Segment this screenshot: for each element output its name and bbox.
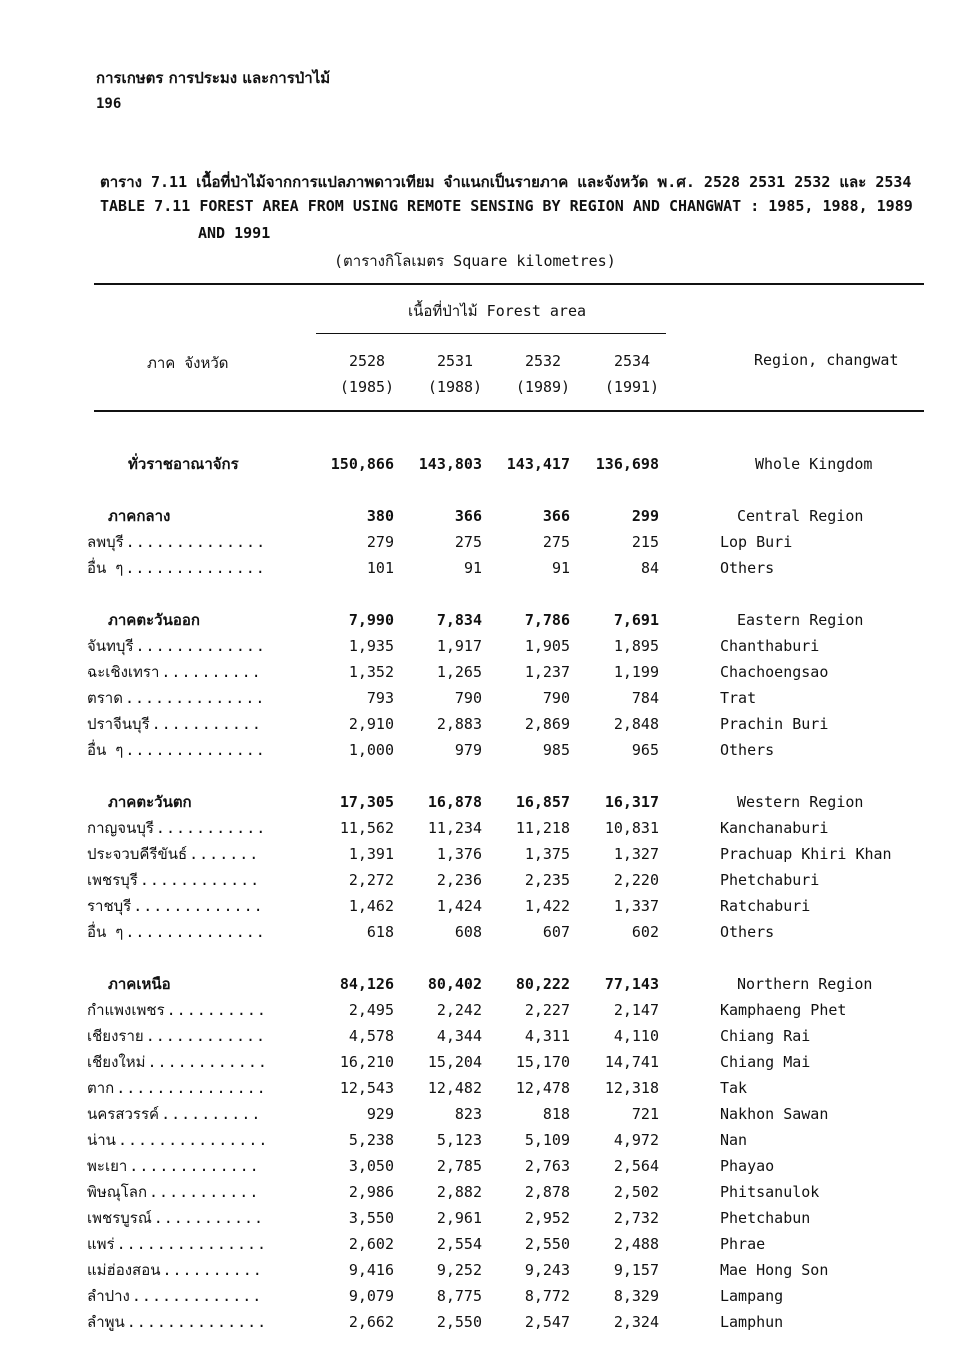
value-cell: 1,265	[436, 663, 482, 681]
value-cell: 299	[631, 507, 659, 525]
value-cell: 150,866	[330, 455, 394, 473]
value-cell: 16,857	[515, 793, 570, 811]
value-cell: 143,803	[418, 455, 482, 473]
thai-name: ปราจีนบุรี	[87, 715, 150, 733]
thai-name: อื่น ๆ	[87, 741, 124, 759]
english-name: Lamphun	[720, 1313, 784, 1331]
english-name: Kamphaeng Phet	[720, 1001, 847, 1019]
value-cell: 2,324	[613, 1313, 659, 1331]
value-cell: 3,550	[348, 1209, 394, 1227]
leader-dots: ............	[145, 1027, 267, 1045]
table-row	[0, 893, 966, 919]
thai-name: เชียงราย	[87, 1027, 144, 1045]
value-cell: 366	[454, 507, 482, 525]
table-row	[0, 841, 966, 867]
leader-dots: .............	[135, 637, 266, 655]
value-cell: 84,126	[339, 975, 394, 993]
value-cell: 8,329	[613, 1287, 659, 1305]
value-cell: 2,235	[524, 871, 570, 889]
thai-name: เพชรบูรณ์	[87, 1209, 152, 1227]
thai-name: นครสวรรค์	[87, 1105, 160, 1123]
english-name: Phitsanulok	[720, 1183, 820, 1201]
value-cell: 8,772	[524, 1287, 570, 1305]
value-cell: 9,252	[436, 1261, 482, 1279]
leader-dots: ...........	[153, 1209, 265, 1227]
english-name: Others	[720, 559, 775, 577]
english-name: Lampang	[720, 1287, 784, 1305]
value-cell: 1,327	[613, 845, 659, 863]
value-cell: 1,935	[348, 637, 394, 655]
value-cell: 618	[366, 923, 394, 941]
thai-name: น่าน	[87, 1131, 116, 1149]
thai-name: ลำปาง	[87, 1287, 130, 1305]
value-cell: 7,691	[613, 611, 659, 629]
table-row	[0, 633, 966, 659]
table-row	[0, 1101, 966, 1127]
english-name: Nan	[720, 1131, 748, 1149]
value-cell: 965	[631, 741, 659, 759]
value-cell: 602	[631, 923, 659, 941]
value-cell: 790	[454, 689, 482, 707]
thai-name: กาญจนบุรี	[87, 819, 154, 837]
value-cell: 818	[542, 1105, 570, 1123]
table-row	[0, 659, 966, 685]
year-header-2534: 2534 (1991)	[604, 352, 660, 396]
thai-name: ตราด	[87, 689, 123, 707]
value-cell: 2,272	[348, 871, 394, 889]
value-cell: 9,157	[613, 1261, 659, 1279]
leader-dots: ...........	[149, 1183, 260, 1201]
value-cell: 2,564	[613, 1157, 659, 1175]
value-cell: 80,222	[515, 975, 570, 993]
english-name: Phrae	[720, 1235, 766, 1253]
leader-dots: ..............	[126, 1313, 268, 1331]
value-cell: 1,000	[348, 741, 394, 759]
english-name: Northern Region	[737, 975, 873, 993]
table-row	[0, 711, 966, 737]
value-cell: 2,495	[348, 1001, 394, 1019]
value-cell: 80,402	[427, 975, 482, 993]
leader-dots: ...............	[116, 1235, 268, 1253]
thai-name: อื่น ๆ	[87, 923, 124, 941]
value-cell: 17,305	[339, 793, 394, 811]
value-cell: 2,883	[436, 715, 482, 733]
value-cell: 136,698	[595, 455, 659, 473]
leader-dots: ..............	[125, 533, 267, 551]
value-cell: 11,234	[427, 819, 482, 837]
left-column-header: ภาค จังหวัด	[147, 354, 229, 372]
leader-dots: .......	[189, 845, 260, 863]
thai-name: ภาคกลาง	[108, 507, 171, 525]
thai-name: ภาคตะวันตก	[108, 793, 192, 811]
value-cell: 11,218	[515, 819, 570, 837]
year-header-2528: 2528 (1985)	[339, 352, 395, 396]
table-title-english-cont: AND 1991	[198, 224, 271, 242]
value-cell: 2,785	[436, 1157, 482, 1175]
value-cell: 366	[542, 507, 570, 525]
table-row	[0, 997, 966, 1023]
value-cell: 2,878	[524, 1183, 570, 1201]
leader-dots: ...........	[155, 819, 267, 837]
leader-dots: ..............	[125, 741, 266, 759]
value-cell: 12,543	[339, 1079, 394, 1097]
value-cell: 4,578	[348, 1027, 394, 1045]
thai-name: ประจวบคีรีขันธ์	[87, 845, 188, 863]
right-column-header: Region, changwat	[754, 351, 899, 369]
value-cell: 2,732	[613, 1209, 659, 1227]
thai-name: ลำพูน	[87, 1313, 125, 1331]
thai-name: เพชรบุรี	[87, 871, 138, 889]
value-cell: 7,786	[524, 611, 570, 629]
english-name: Central Region	[737, 507, 864, 525]
leader-dots: ...............	[117, 1131, 269, 1149]
english-name: Others	[720, 923, 775, 941]
table-row	[0, 1153, 966, 1179]
value-cell: 14,741	[604, 1053, 659, 1071]
value-cell: 929	[366, 1105, 394, 1123]
value-cell: 2,550	[436, 1313, 482, 1331]
table-row	[0, 919, 966, 945]
value-cell: 4,344	[436, 1027, 482, 1045]
value-cell: 77,143	[604, 975, 659, 993]
english-name: Phetchaburi	[720, 871, 820, 889]
value-cell: 275	[454, 533, 482, 551]
value-cell: 2,848	[613, 715, 659, 733]
value-cell: 1,895	[613, 637, 659, 655]
value-cell: 1,905	[524, 637, 570, 655]
english-name: Phayao	[720, 1157, 775, 1175]
value-cell: 2,147	[613, 1001, 659, 1019]
leader-dots: ............	[147, 1053, 268, 1071]
value-cell: 2,602	[348, 1235, 394, 1253]
value-cell: 91	[551, 559, 570, 577]
table-row	[0, 555, 966, 581]
value-cell: 721	[631, 1105, 659, 1123]
value-cell: 91	[463, 559, 482, 577]
leader-dots: ............	[139, 871, 261, 889]
region-row	[0, 607, 966, 633]
table-title-thai: ตาราง 7.11 เนื้อที่ป่าไม้จากการแปลภาพดาวเทียม จำแนกเป็นรายภาค และจังหวัด พ.ศ. 2528 2531 2532 และ 2534	[100, 173, 912, 191]
english-name: Eastern Region	[737, 611, 864, 629]
value-cell: 2,554	[436, 1235, 482, 1253]
value-cell: 2,986	[348, 1183, 394, 1201]
thai-name: ภาคตะวันออก	[108, 611, 200, 629]
thai-name: ราชบุรี	[87, 897, 132, 915]
table-row	[0, 1127, 966, 1153]
table-row	[0, 815, 966, 841]
value-cell: 215	[631, 533, 659, 551]
region-row	[0, 503, 966, 529]
value-cell: 1,424	[436, 897, 482, 915]
value-cell: 608	[454, 923, 482, 941]
leader-dots: ..........	[166, 1001, 267, 1019]
leader-dots: ..........	[162, 1261, 263, 1279]
value-cell: 2,869	[524, 715, 570, 733]
leader-dots: ..........	[161, 663, 262, 681]
value-cell: 2,220	[613, 871, 659, 889]
value-cell: 2,910	[348, 715, 394, 733]
value-cell: 9,416	[348, 1261, 394, 1279]
value-cell: 2,502	[613, 1183, 659, 1201]
value-cell: 1,199	[613, 663, 659, 681]
value-cell: 1,337	[613, 897, 659, 915]
thai-name: อื่น ๆ	[87, 559, 124, 577]
value-cell: 979	[454, 741, 482, 759]
table-row	[0, 1309, 966, 1335]
english-name: Others	[720, 741, 775, 759]
value-cell: 784	[631, 689, 659, 707]
thai-name: เชียงใหม่	[87, 1053, 146, 1071]
value-cell: 275	[542, 533, 570, 551]
leader-dots: ..........	[161, 1105, 262, 1123]
value-cell: 823	[454, 1105, 482, 1123]
value-cell: 3,050	[348, 1157, 394, 1175]
value-cell: 793	[366, 689, 394, 707]
thai-name: แพร่	[87, 1235, 115, 1253]
english-name: Mae Hong Son	[720, 1261, 829, 1279]
thai-name: ตาก	[87, 1079, 115, 1097]
leader-dots: ...........	[151, 715, 262, 733]
value-cell: 4,972	[613, 1131, 659, 1149]
unit-label: (ตารางกิโลเมตร Square kilometres)	[334, 252, 616, 270]
value-cell: 11,562	[339, 819, 394, 837]
region-row	[0, 971, 966, 997]
thai-name: ลพบุรี	[87, 533, 124, 551]
value-cell: 1,375	[524, 845, 570, 863]
value-cell: 5,123	[436, 1131, 482, 1149]
value-cell: 9,079	[348, 1287, 394, 1305]
value-cell: 1,352	[348, 663, 394, 681]
english-name: Ratchaburi	[720, 897, 811, 915]
table-row	[0, 1179, 966, 1205]
value-cell: 2,242	[436, 1001, 482, 1019]
value-cell: 12,478	[515, 1079, 570, 1097]
table-row	[0, 1257, 966, 1283]
value-cell: 985	[542, 741, 570, 759]
thai-name: แม่ฮ่องสอน	[87, 1261, 161, 1279]
thai-name: ทั่วราชอาณาจักร	[128, 455, 239, 473]
english-name: Whole Kingdom	[755, 455, 873, 473]
table-row	[0, 1049, 966, 1075]
value-cell: 16,317	[604, 793, 659, 811]
english-name: Chiang Mai	[720, 1053, 811, 1071]
value-cell: 2,236	[436, 871, 482, 889]
leader-dots: .............	[129, 1157, 260, 1175]
value-cell: 380	[366, 507, 394, 525]
value-cell: 2,488	[613, 1235, 659, 1253]
thai-name: กำแพงเพชร	[87, 1001, 165, 1019]
english-name: Kanchanaburi	[720, 819, 829, 837]
table-row	[0, 529, 966, 555]
value-cell: 1,376	[436, 845, 482, 863]
value-cell: 2,550	[524, 1235, 570, 1253]
table-row	[0, 685, 966, 711]
year-header-2531: 2531 (1988)	[427, 352, 483, 396]
leader-dots: .............	[133, 897, 264, 915]
value-cell: 15,204	[427, 1053, 482, 1071]
english-name: Nakhon Sawan	[720, 1105, 829, 1123]
table-row	[0, 867, 966, 893]
value-cell: 2,763	[524, 1157, 570, 1175]
value-cell: 7,834	[436, 611, 482, 629]
english-name: Phetchabun	[720, 1209, 811, 1227]
english-name: Trat	[720, 689, 757, 707]
value-cell: 7,990	[348, 611, 394, 629]
value-cell: 790	[542, 689, 570, 707]
value-cell: 2,882	[436, 1183, 482, 1201]
value-cell: 143,417	[506, 455, 570, 473]
english-name: Prachuap Khiri Khan	[720, 845, 892, 863]
table-row	[0, 1023, 966, 1049]
running-header: การเกษตร การประมง และการป่าไม้	[96, 69, 331, 87]
value-cell: 1,917	[436, 637, 482, 655]
value-cell: 12,482	[427, 1079, 482, 1097]
value-cell: 4,110	[613, 1027, 659, 1045]
value-cell: 84	[640, 559, 659, 577]
value-cell: 101	[366, 559, 394, 577]
table-row	[0, 1283, 966, 1309]
table-row	[0, 1231, 966, 1257]
year-header-2532: 2532 (1989)	[515, 352, 571, 396]
page-number: 196	[96, 96, 122, 112]
leader-dots: ..............	[125, 923, 266, 941]
value-cell: 1,391	[348, 845, 394, 863]
value-cell: 5,238	[348, 1131, 394, 1149]
english-name: Western Region	[737, 793, 864, 811]
table-row	[0, 1205, 966, 1231]
value-cell: 1,237	[524, 663, 570, 681]
leader-dots: ...............	[116, 1079, 267, 1097]
thai-name: ภาคเหนือ	[108, 975, 171, 993]
value-cell: 5,109	[524, 1131, 570, 1149]
value-cell: 8,775	[436, 1287, 482, 1305]
value-cell: 12,318	[604, 1079, 659, 1097]
region-row	[0, 789, 966, 815]
value-cell: 279	[366, 533, 394, 551]
english-name: Chiang Rai	[720, 1027, 811, 1045]
value-cell: 9,243	[524, 1261, 570, 1279]
value-cell: 2,547	[524, 1313, 570, 1331]
english-name: Chachoengsao	[720, 663, 829, 681]
english-name: Lop Buri	[720, 533, 793, 551]
value-cell: 2,952	[524, 1209, 570, 1227]
value-cell: 16,878	[427, 793, 482, 811]
table-title-english: TABLE 7.11 FOREST AREA FROM USING REMOTE SENSING BY REGION AND CHANGWAT : 1985, 1988, 1989	[100, 197, 913, 215]
thai-name: จันทบุรี	[87, 637, 134, 655]
leader-dots: ..............	[124, 689, 266, 707]
table-row	[0, 737, 966, 763]
english-name: Chanthaburi	[720, 637, 820, 655]
english-name: Prachin Buri	[720, 715, 829, 733]
group-header: เนื้อที่ป่าไม้ Forest area	[408, 302, 587, 320]
value-cell: 4,311	[524, 1027, 570, 1045]
value-cell: 15,170	[515, 1053, 570, 1071]
value-cell: 16,210	[339, 1053, 394, 1071]
english-name: Tak	[720, 1079, 748, 1097]
thai-name: พิษณุโลก	[87, 1183, 148, 1201]
value-cell: 2,227	[524, 1001, 570, 1019]
leader-dots: ..............	[125, 559, 266, 577]
table-row	[0, 1075, 966, 1101]
value-cell: 2,662	[348, 1313, 394, 1331]
value-cell: 2,961	[436, 1209, 482, 1227]
value-cell: 1,422	[524, 897, 570, 915]
value-cell: 10,831	[604, 819, 659, 837]
thai-name: พะเยา	[87, 1157, 128, 1175]
total-row	[0, 451, 966, 477]
value-cell: 607	[542, 923, 570, 941]
leader-dots: .............	[131, 1287, 263, 1305]
value-cell: 1,462	[348, 897, 394, 915]
thai-name: ฉะเชิงเทรา	[87, 663, 160, 681]
